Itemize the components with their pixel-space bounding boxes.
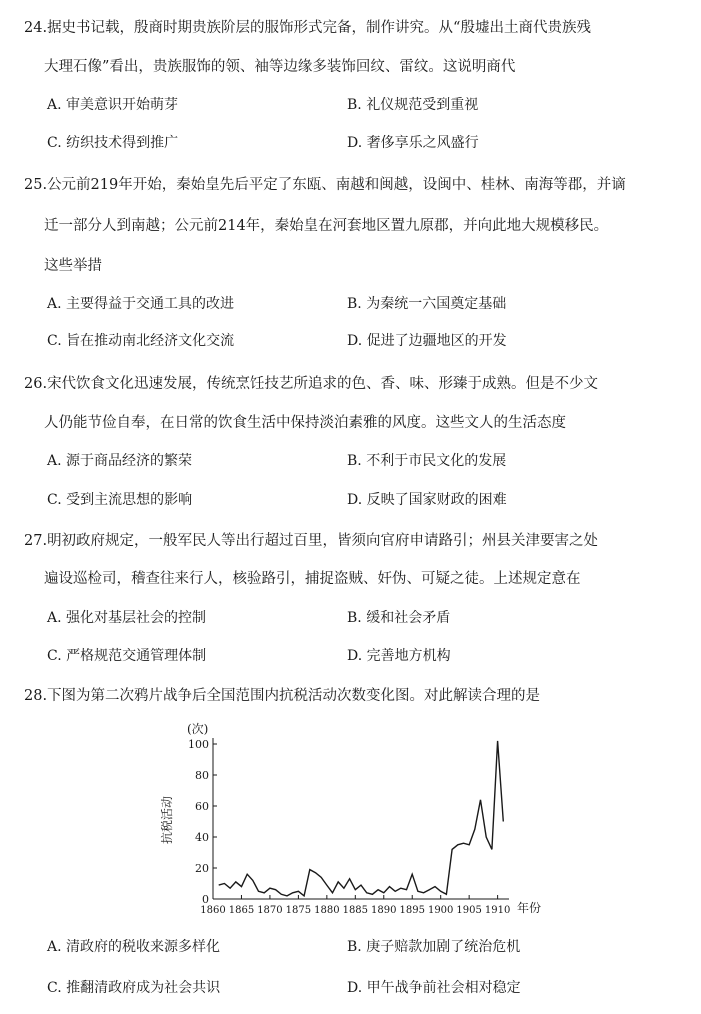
- y-tick-label: 20: [195, 862, 209, 875]
- x-tick-label: 1880: [314, 905, 340, 916]
- option-d[interactable]: D. 促进了边疆地区的开发: [347, 333, 507, 349]
- y-tick-label: 80: [195, 769, 209, 782]
- y-tick-label: 0: [202, 893, 209, 906]
- option-a[interactable]: A. 审美意识开始萌芽: [47, 97, 179, 113]
- x-tick-label: 1865: [228, 905, 255, 916]
- x-tick-label: 1910: [484, 905, 511, 916]
- question-text: 下图为第二次鸦片战争后全国范围内抗税活动次数变化图。对此解读合理的是: [47, 688, 541, 704]
- x-tick-label: 1875: [285, 905, 312, 916]
- tax-resistance-line: [219, 741, 504, 896]
- x-tick-label: 1905: [456, 905, 482, 916]
- question-stem-continuation: [0, 256, 701, 276]
- question-text: 公元前219年开始，秦始皇先后平定了东瓯、南越和闽越，设闽中、桂林、南海等郡，并谪: [47, 177, 626, 193]
- x-tick-label: 1890: [371, 905, 397, 916]
- option-c[interactable]: C. 受到主流思想的影响: [47, 492, 193, 508]
- chart-axes: [213, 738, 509, 899]
- option-d[interactable]: D. 完善地方机构: [347, 648, 451, 664]
- option-b[interactable]: B. 缓和社会矛盾: [347, 610, 451, 626]
- y-axis-label: 抗税活动: [160, 795, 174, 845]
- y-tick-label: 60: [195, 800, 209, 813]
- question-stem-continuation: [0, 216, 701, 236]
- tax-resistance-chart: [160, 720, 565, 920]
- question-text: 人仍能节俭自奉，在日常的饮食生活中保持淡泊素雅的风度。这些文人的生活态度: [44, 415, 566, 431]
- option-b[interactable]: B. 为秦统一六国奠定基础: [347, 296, 507, 312]
- question-text: 明初政府规定，一般军民人等出行超过百里，皆须向官府申请路引；州县关津要害之处: [47, 533, 599, 549]
- question-text: 遍设巡检司，稽查往来行人，核验路引，捕捉盗贼、奸伪、可疑之徒。上述规定意在: [44, 571, 581, 587]
- option-d[interactable]: D. 甲午战争前社会相对稳定: [347, 980, 521, 996]
- option-d[interactable]: D. 反映了国家财政的困难: [347, 492, 507, 508]
- y-tick-label: 100: [188, 738, 209, 751]
- question-stem-25: [0, 175, 681, 195]
- question-text: 据史书记载，殷商时期贵族阶层的服饰形式完备，制作讲究。从“殷墟出土商代贵族残: [47, 20, 591, 36]
- option-b[interactable]: B. 礼仪规范受到重视: [347, 97, 479, 113]
- x-unit-label: 年份: [517, 901, 542, 915]
- x-tick-label: 1860: [200, 905, 226, 916]
- x-tick-label: 1885: [342, 905, 369, 916]
- option-d[interactable]: D. 奢侈享乐之风盛行: [347, 135, 479, 151]
- question-number: 24.: [24, 20, 48, 36]
- question-stem-27: [0, 531, 681, 551]
- question-number: 25.: [24, 177, 48, 193]
- question-stem-26: [0, 374, 681, 394]
- question-stem-continuation: [0, 413, 701, 433]
- question-text: 大理石像”看出，贵族服饰的领、袖等边缘多装饰回纹、雷纹。这说明商代: [44, 59, 516, 75]
- question-text: 这些举措: [44, 258, 102, 274]
- option-c[interactable]: C. 严格规范交通管理体制: [47, 648, 207, 664]
- x-tick-label: 1900: [427, 905, 454, 916]
- option-a[interactable]: A. 强化对基层社会的控制: [47, 610, 207, 626]
- question-text: 迁一部分人到南越；公元前214年，秦始皇在河套地区置九原郡，并向此地大规模移民。: [44, 218, 609, 234]
- question-number: 26.: [24, 376, 48, 392]
- x-tick-label: 1895: [399, 905, 425, 916]
- chart-ticks: [188, 738, 510, 916]
- option-a[interactable]: A. 清政府的税收来源多样化: [47, 939, 221, 955]
- x-tick-label: 1870: [257, 905, 283, 916]
- question-stem-continuation: [0, 569, 701, 589]
- option-a[interactable]: A. 源于商品经济的繁荣: [47, 453, 193, 469]
- option-b[interactable]: B. 不利于市民文化的发展: [347, 453, 507, 469]
- question-stem-24: [0, 18, 681, 38]
- option-c[interactable]: C. 纺织技术得到推广: [47, 135, 179, 151]
- y-tick-label: 40: [195, 831, 209, 844]
- option-c[interactable]: C. 推翻清政府成为社会共识: [47, 980, 221, 996]
- option-a[interactable]: A. 主要得益于交通工具的改进: [47, 296, 235, 312]
- question-stem-continuation: [0, 57, 701, 77]
- question-number: 27.: [24, 533, 48, 549]
- option-b[interactable]: B. 庚子赔款加剧了统治危机: [347, 939, 521, 955]
- question-stem-28: [0, 686, 681, 706]
- option-c[interactable]: C. 旨在推动南北经济文化交流: [47, 333, 235, 349]
- y-unit-label: (次): [187, 722, 209, 736]
- question-number: 28.: [24, 688, 48, 704]
- question-text: 宋代饮食文化迅速发展，传统烹饪技艺所追求的色、香、味、形臻于成熟。但是不少文: [47, 376, 599, 392]
